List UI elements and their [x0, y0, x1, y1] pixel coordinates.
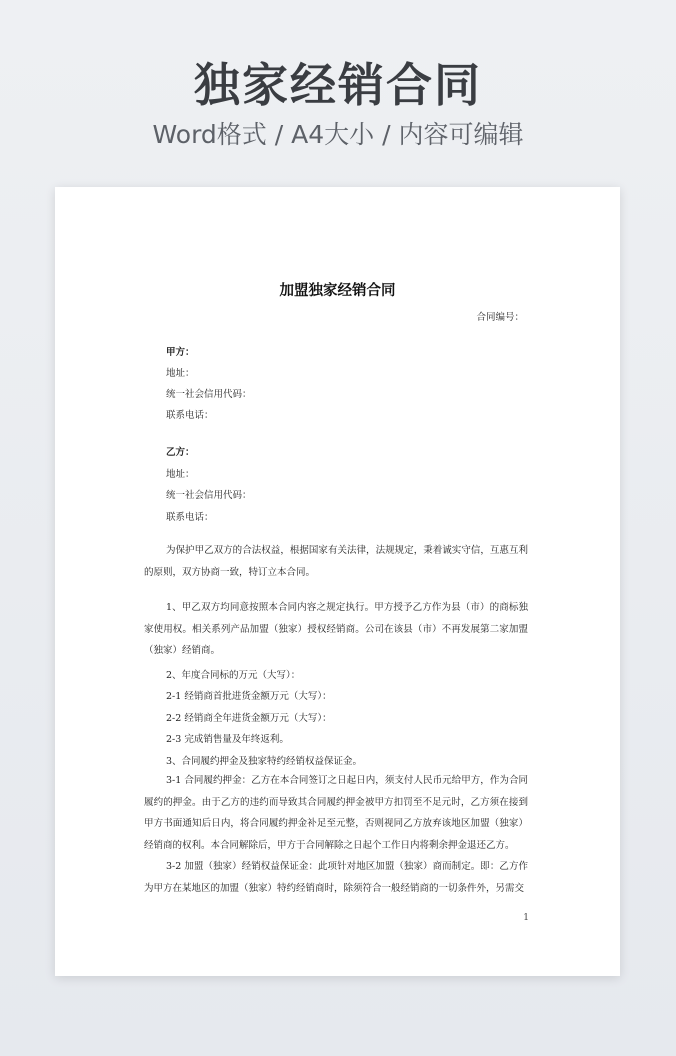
clause-3-2: 3-2 加盟（独家）经销权益保证金：此项针对地区加盟（独家）商而制定。即：乙方作为甲方在某地区的加盟（独家）特约经销商时，除须符合一般经销商的一切条件外，另需交 [144, 861, 528, 894]
preamble-paragraph: 为保护甲乙双方的合法权益，根据国家有关法律，法规规定，秉着诚实守信，互惠互利的原则，双方协商一致，特订立本合同。 [144, 545, 528, 578]
document-page [55, 187, 620, 976]
party-b-address: 地址： [166, 469, 195, 480]
party-a-address: 地址： [166, 368, 195, 379]
clause-2-2: 2-2 经销商全年进货金额万元（大写）： [166, 713, 332, 724]
clause-3-1: 3-1 合同履约押金：乙方在本合同签订之日起日内，须支付人民币元给甲方，作为合同履约的押金。由于乙方的违约而导致其合同履约押金被甲方扣罚至不足元时，乙方须在接到甲方书面通知后日内，将合同履约押金补足至元整，否则视同乙方放弃该地区加盟（独家）经销商的权利。本合同解除后，甲方于合同解除之日起个工作日内将剩余押金退还乙方。 [144, 775, 528, 851]
document-title: 加盟独家经销合同 [279, 283, 396, 299]
clause-3: 3、合同履约押金及独家特约经销权益保证金。 [166, 756, 363, 767]
clause-1: 1、甲乙双方均同意按照本合同内容之规定执行。甲方授予乙方作为县（市）的商标独家使用权。相关系列产品加盟（独家）授权经销商。公司在该县（市）不再发展第二家加盟（独家）经销商。 [144, 602, 528, 656]
clause-2-1: 2-1 经销商首批进货金额万元（大写）： [166, 691, 332, 702]
party-a-heading: 甲方： [166, 347, 195, 358]
page-number: 1 [523, 913, 529, 923]
party-a-credit-code: 统一社会信用代码： [166, 389, 252, 400]
contract-number-label: 合同编号： [476, 312, 524, 323]
party-a-phone: 联系电话： [166, 410, 214, 421]
party-b-heading: 乙方： [166, 447, 195, 458]
party-b-credit-code: 统一社会信用代码： [166, 490, 252, 501]
banner-subtitle: Word格式 / A4大小 / 内容可编辑 [152, 120, 524, 149]
banner-title: 独家经销合同 [194, 58, 482, 112]
clause-2: 2、年度合同标的万元（大写）： [166, 670, 301, 681]
party-b-phone: 联系电话： [166, 512, 214, 523]
clause-2-3: 2-3 完成销售量及年终返利。 [166, 734, 289, 745]
